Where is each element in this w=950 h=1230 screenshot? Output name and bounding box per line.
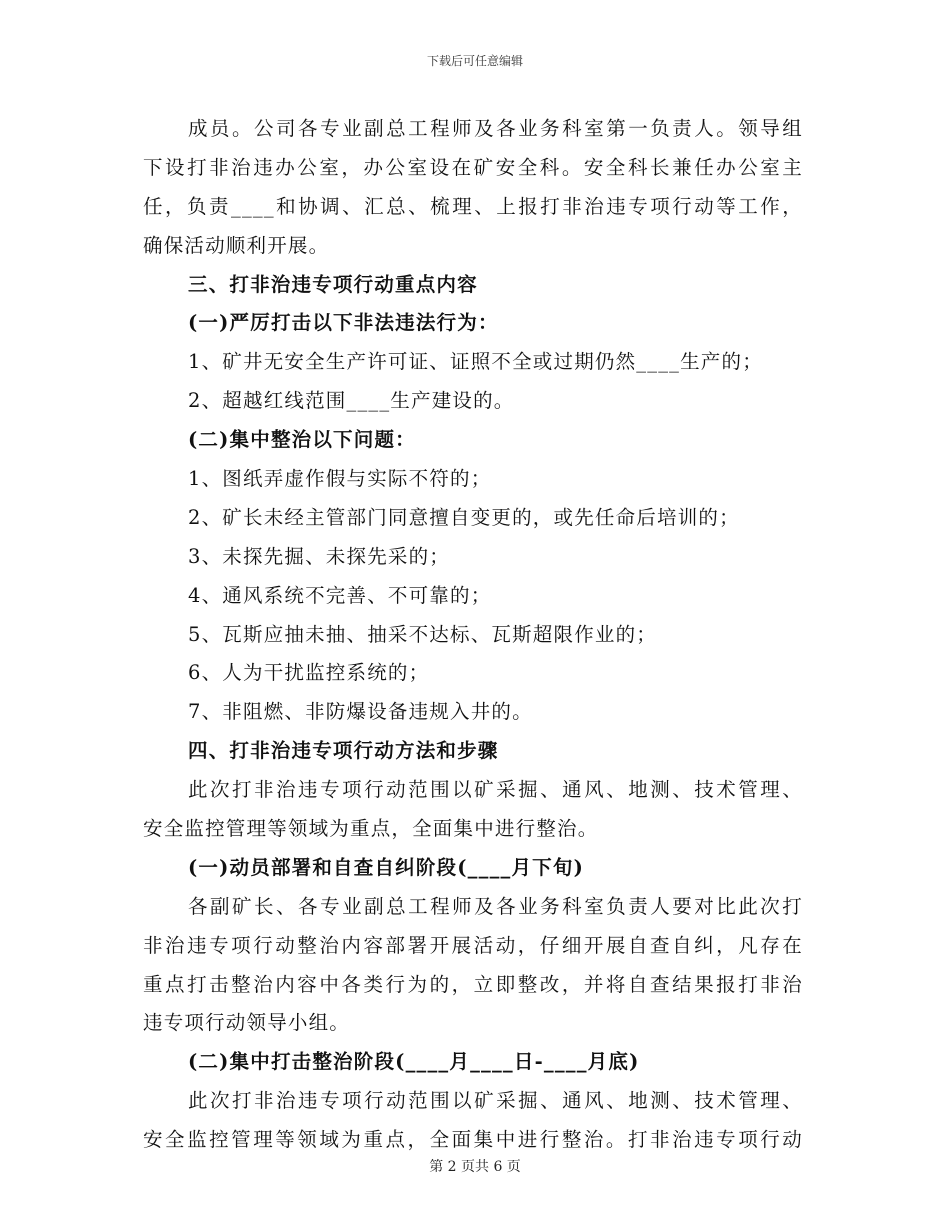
list-item: 2、矿长未经主管部门同意擅自变更的，或先任命后培训的； xyxy=(188,505,740,529)
body-line: 违专项行动领导小组。 xyxy=(143,1011,351,1035)
body-line: 此次打非治违专项行动范围以矿采掘、通风、地测、技术管理、 xyxy=(188,778,803,802)
body-line: 下设打非治违办公室，办公室设在矿安全科。安全科长兼任办公室主 xyxy=(143,155,803,179)
list-item: 3、未探先掘、未探先采的； xyxy=(188,544,451,568)
body-line: 任，负责____和协调、汇总、梳理、上报打非治违专项行动等工作， xyxy=(143,194,803,218)
list-item: 4、通风系统不完善、不可靠的； xyxy=(188,583,492,607)
body-line: 安全监控管理等领域为重点，全面集中进行整治。 xyxy=(143,817,599,841)
list-item: 6、人为干扰监控系统的； xyxy=(188,661,430,685)
document-body xyxy=(143,110,803,1160)
list-item: 7、非阻燃、非防爆设备违规入井的。 xyxy=(188,700,533,724)
body-line: 确保活动顺利开展。 xyxy=(143,233,330,257)
list-item: 1、矿井无安全生产许可证、证照不全或过期仍然____生产的； xyxy=(188,350,763,374)
body-line: 非治违专项行动整治内容部署开展活动，仔细开展自查自纠，凡存在 xyxy=(143,933,803,957)
body-line: 此次打非治违专项行动范围以矿采掘、通风、地测、技术管理、 xyxy=(188,1089,803,1113)
body-line: 安全监控管理等领域为重点，全面集中进行整治。打非治违专项行动 xyxy=(143,1128,803,1152)
section-heading: 四、打非治违专项行动方法和步骤 xyxy=(188,739,499,763)
body-line: 各副矿长、各专业副总工程师及各业务科室负责人要对比此次打 xyxy=(188,894,803,918)
subsection-heading: (一)动员部署和自查自纠阶段(____月下旬) xyxy=(188,855,585,879)
list-item: 5、瓦斯应抽未抽、抽采不达标、瓦斯超限作业的； xyxy=(188,622,658,646)
subsection-heading: (二)集中打击整治阶段(____月____日-____月底) xyxy=(188,1050,640,1074)
section-heading: 三、打非治违专项行动重点内容 xyxy=(188,272,478,296)
subsection-heading: (一)严厉打击以下非法违法行为： xyxy=(188,311,499,335)
list-item: 2、超越红线范围____生产建设的。 xyxy=(188,389,515,413)
body-line: 重点打击整治内容中各类行为的，立即整改，并将自查结果报打非治 xyxy=(143,972,803,996)
page-number: 第 2 页共 6 页 xyxy=(429,1159,521,1175)
list-item: 1、图纸弄虚作假与实际不符的； xyxy=(188,467,492,491)
body-line: 成员。公司各专业副总工程师及各业务科室第一负责人。领导组 xyxy=(188,117,803,140)
page-header: 下载后可任意编辑 xyxy=(426,54,523,68)
subsection-heading: (二)集中整治以下问题： xyxy=(188,428,416,452)
